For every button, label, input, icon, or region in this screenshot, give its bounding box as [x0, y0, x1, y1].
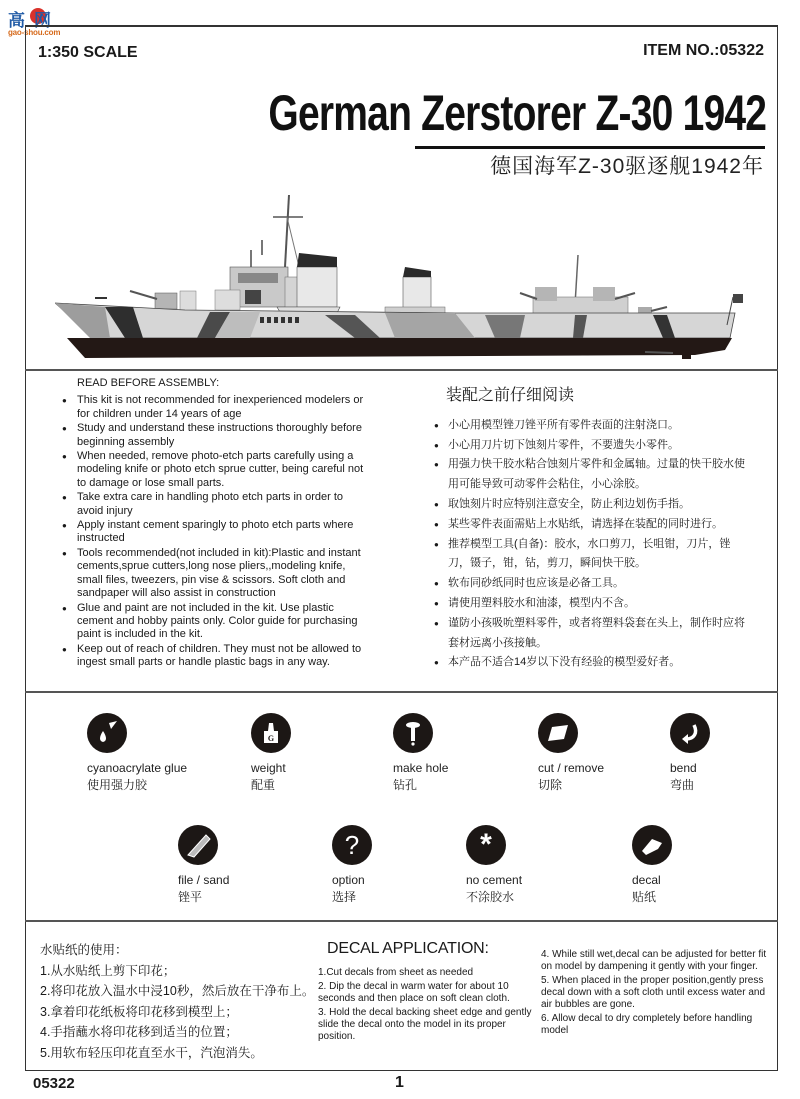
symbol-label-cn: 弯曲 — [670, 778, 695, 792]
symbol-cut — [538, 713, 688, 793]
decal-instructions-en-col1 — [318, 967, 538, 1045]
warning-en-item: ● Keep out of reach of children. They must not be allowed to ingest small parts or handle plastic bags in any way. — [60, 643, 370, 670]
knife-blade-icon — [538, 713, 578, 753]
symbol-label-en: weight — [251, 761, 286, 775]
decal-en-step: 3. Hold the decal backing sheet edge and gently slide the decal onto the model in its proper position. — [318, 1007, 532, 1042]
symbol-decal — [632, 825, 782, 905]
symbol-label-cn: 选择 — [332, 890, 357, 904]
symbol-label-cn: 锉平 — [178, 890, 203, 904]
warning-cn-item: ● 软布同砂纸同时也应该是必备工具。 — [432, 574, 752, 594]
question-icon: ? — [332, 825, 372, 865]
symbol-label-cn: 使用强力胶 — [87, 778, 148, 792]
decal-icon — [632, 825, 672, 865]
symbol-label-cn: 配重 — [251, 778, 276, 792]
decal-cn-step: 3.拿着印花纸板将印花移到模型上； — [40, 1004, 238, 1019]
warnings-en — [60, 377, 370, 671]
watermark-text: 高网 — [8, 11, 60, 30]
decal-en-heading: DECAL APPLICATION: — [327, 940, 489, 957]
warning-cn-item: ● 某些零件表面需贴上水贴纸，请选择在装配的同时进行。 — [432, 515, 752, 535]
symbol-file — [178, 825, 328, 905]
warning-en-item: ● Apply instant cement sparingly to photo etch parts where instructed — [60, 519, 370, 546]
warning-cn-item: ● 小心用刀片切下蚀刻片零件，不要遗失小零件。 — [432, 436, 752, 456]
symbol-no-cement — [466, 825, 616, 905]
warning-cn-item: ● 推荐模型工具(自备)：胶水，水口剪刀，长咀钳，刀片，锉刀，镊子，钳，钻，剪刀，瞬间快干胶。 — [432, 535, 752, 575]
ship-profile-illustration — [55, 195, 770, 360]
warnings-cn-heading: 装配之前仔细阅读 — [446, 387, 575, 404]
decal-en-step: 4. While still wet,decal can be adjusted for better fit on model by dampening it gently with your finger. — [541, 949, 767, 972]
no-cement-icon: * — [466, 825, 506, 865]
decal-cn-step: 5.用软布轻压印花直至水干，汽泡消失。 — [40, 1045, 263, 1060]
divider-ship — [25, 369, 778, 371]
warning-cn-item: ● 谨防小孩吸吮塑料零件，或者将塑料袋套在头上，制作时应将套材远离小孩接触。 — [432, 614, 752, 654]
decal-en-step: 2. Dip the decal in warm water for about 10 seconds and then place on soft clean cloth. — [318, 981, 510, 1004]
symbol-label-cn: 钻孔 — [393, 778, 418, 792]
decal-en-step: 1.Cut decals from sheet as needed — [318, 967, 474, 978]
symbol-label-cn: 不涂胶水 — [466, 890, 515, 904]
symbol-label-cn: 贴纸 — [632, 890, 657, 904]
symbol-legend — [25, 693, 778, 921]
warning-en-item: ● Study and understand these instructions thoroughly before beginning assembly — [60, 422, 370, 449]
warning-en-item: ● This kit is not recommended for inexperienced modelers or for children under 14 years of age — [60, 394, 370, 421]
file-icon — [178, 825, 218, 865]
watermark-url: gao-shou.com — [8, 28, 61, 37]
symbol-label-cn: 切除 — [538, 778, 563, 792]
weight-icon — [251, 713, 291, 753]
page-number: 1 — [395, 1074, 404, 1091]
symbol-option — [332, 825, 482, 905]
warning-cn-item: ● 取蚀刻片时应特别注意安全，防止利边划伤手指。 — [432, 495, 752, 515]
decal-en-step: 5. When placed in the proper position,gently press decal down with a soft cloth until excess water and air bubbles are gone. — [541, 975, 766, 1010]
page-subtitle-cn: 德国海军Z-30驱逐舰1942年 — [490, 155, 764, 178]
decal-instructions-cn — [40, 940, 314, 1063]
warning-cn-item: ● 本产品不适合14岁以下没有经验的模型爱好者。 — [432, 653, 752, 673]
warning-cn-item: ● 小心用模型锉刀锉平所有零件表面的注射浇口。 — [432, 416, 752, 436]
decal-en-step: 6. Allow decal to dry completely before handling model — [541, 1013, 753, 1036]
warning-cn-item: ● 请使用塑料胶水和油漆，模型内不含。 — [432, 594, 752, 614]
symbol-weight — [251, 713, 401, 793]
decal-cn-step: 2.将印花放入温水中浸10秒，然后放在干净布上。 — [40, 984, 315, 998]
decal-cn-heading: 水贴纸的使用： — [40, 943, 128, 957]
bend-arrow-icon — [670, 713, 710, 753]
warnings-en-heading: READ BEFORE ASSEMBLY: — [77, 377, 220, 389]
footer-item-code: 05322 — [33, 1075, 75, 1092]
symbol-label-en: file / sand — [178, 873, 230, 887]
warning-en-item: ● When needed, remove photo-etch parts carefully using a modeling knife or photo etch sprue cutter, being careful not to damage or lose small parts. — [60, 450, 370, 490]
symbol-label-en: bend — [670, 761, 697, 775]
decal-cn-step: 1.从水贴纸上剪下印花； — [40, 963, 176, 978]
symbol-label-en: option — [332, 873, 365, 887]
symbol-glue — [87, 713, 237, 793]
scale-label: 1:350 SCALE — [38, 44, 138, 61]
svg-text:G: G — [267, 734, 275, 743]
warning-en-item: ● Glue and paint are not included in the kit. Use plastic cement and hobby paints only. Color guide for purchasing paint is included in the kit. — [60, 602, 370, 642]
page-title: German Zerstorer Z-30 1942 — [268, 85, 766, 141]
decal-instructions-en-col2 — [541, 949, 776, 1039]
warning-en-item: ● Take extra care in handling photo etch parts in order to avoid injury — [60, 491, 370, 518]
symbol-label-en: no cement — [466, 873, 523, 887]
symbol-label-en: cut / remove — [538, 761, 605, 775]
title-underline — [415, 146, 765, 149]
symbol-label-en: decal — [632, 873, 661, 887]
warning-cn-item: ● 用强力快干胶水粘合蚀刻片零件和金属轴。过量的快干胶水使用可能导致可动零件会粘住，小心涂胶。 — [432, 455, 752, 495]
symbol-label-en: cyanoacrylate glue — [87, 761, 188, 775]
symbol-label-en: make hole — [393, 761, 449, 775]
warning-en-item: ● Tools recommended(not included in kit):Plastic and instant cements,sprue cutters,long nose pliers,,modeling knife, small files, tweezers, pin vise & scissors. Soft cloth and sandpaper will also assist in construction — [60, 547, 370, 601]
drill-icon — [393, 713, 433, 753]
symbol-bend — [670, 713, 800, 793]
glue-drop-icon — [87, 713, 127, 753]
symbol-make-hole — [393, 713, 543, 793]
item-number: ITEM NO.:05322 — [643, 42, 764, 59]
warnings-cn — [432, 386, 752, 673]
decal-cn-step: 4.手指蘸水将印花移到适当的位置； — [40, 1025, 238, 1039]
